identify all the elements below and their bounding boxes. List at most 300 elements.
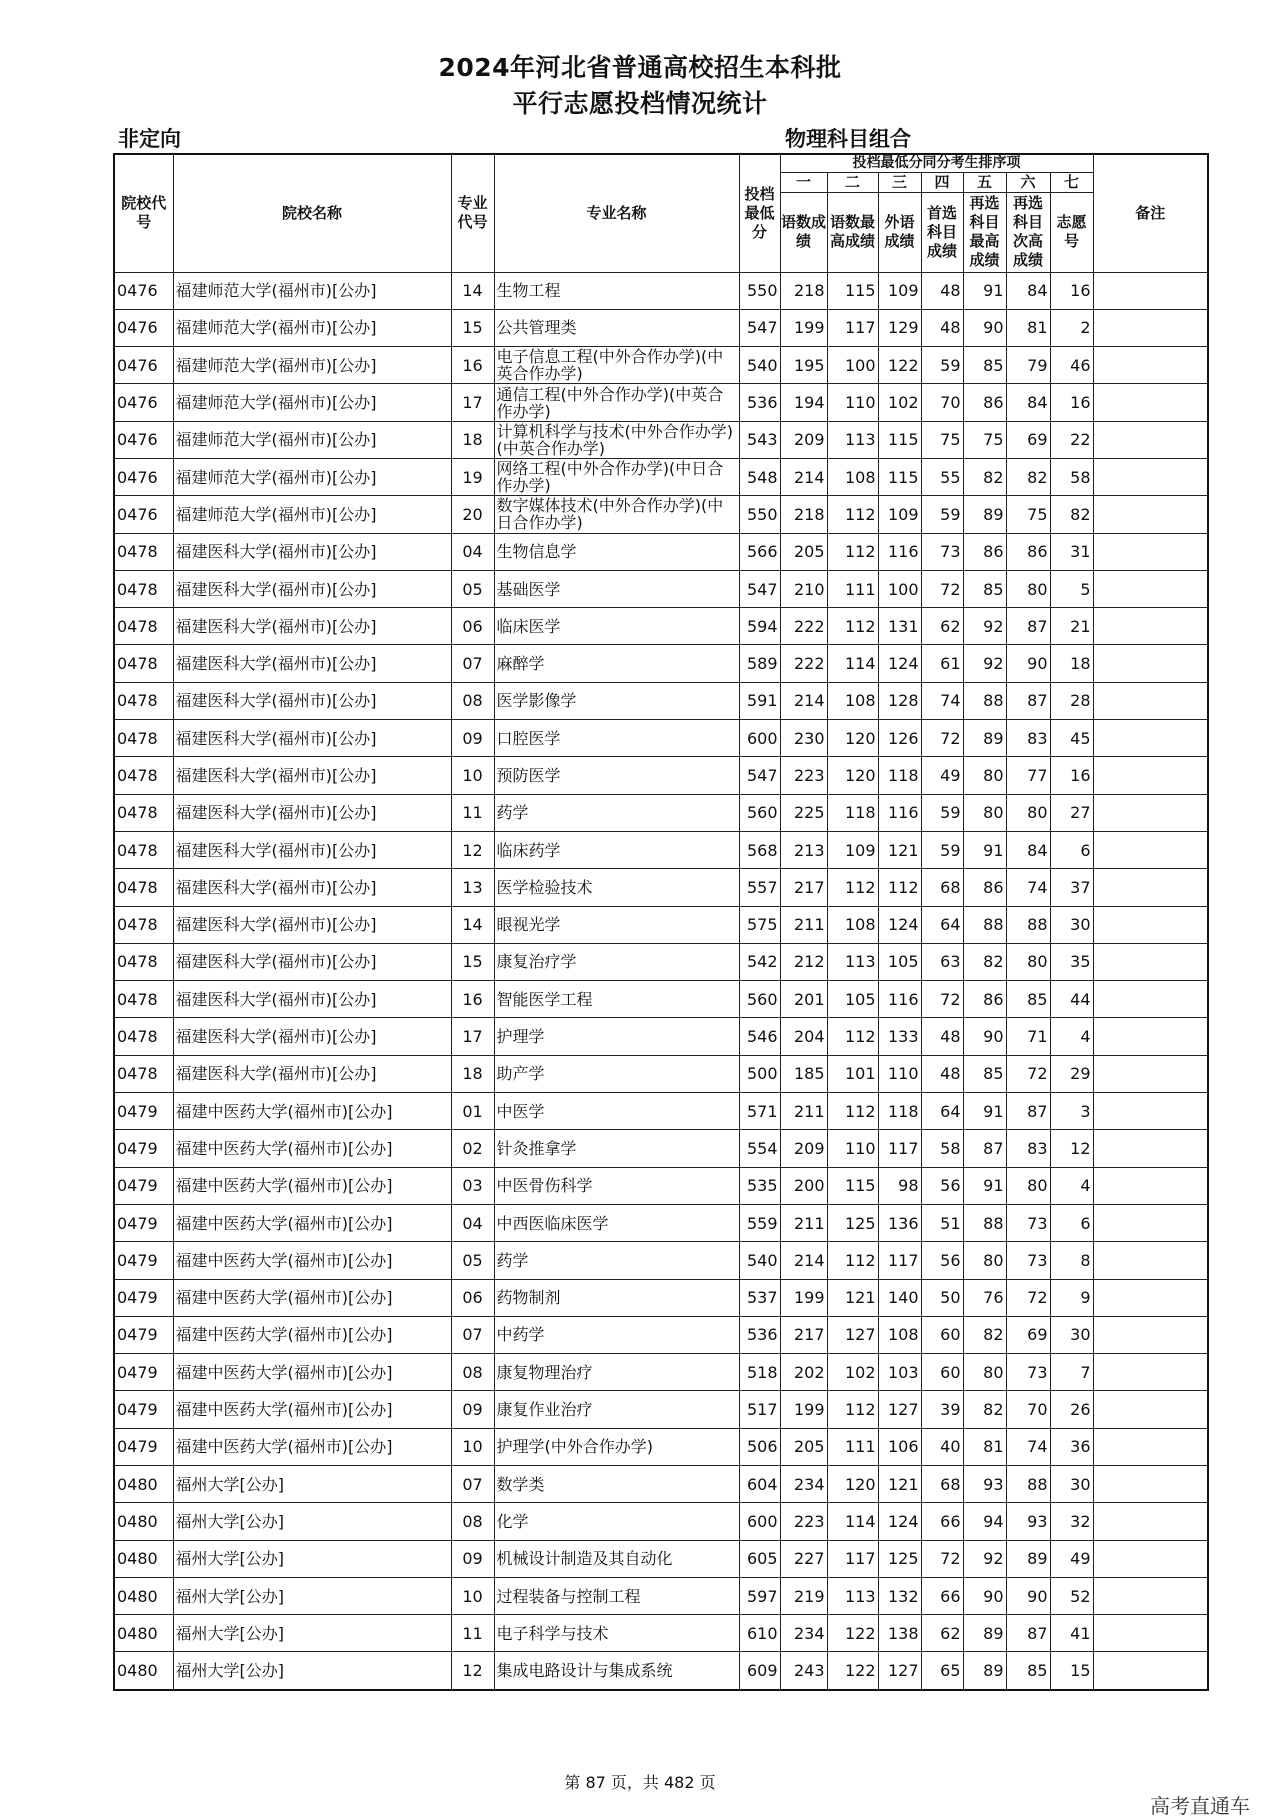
major-name-text: 临床药学: [496, 840, 561, 860]
rank-1-cell: 200: [780, 1167, 827, 1204]
table-row: [114, 1577, 1208, 1614]
rank-7-cell: 16: [1050, 384, 1093, 421]
header-min-score: 投档最低分: [739, 154, 780, 272]
min-score-cell: 536: [739, 1316, 780, 1353]
remark-cell: [1093, 1316, 1208, 1353]
rank-4-cell: 56: [921, 1167, 963, 1204]
table-row: [114, 794, 1208, 831]
remark-cell: [1093, 496, 1208, 533]
rank-1-cell: 218: [780, 496, 827, 533]
subject-group-label: 物理科目组合: [785, 127, 911, 151]
school-name-cell: 福建师范大学(福州市)[公办]: [173, 309, 451, 346]
major-name-cell: [494, 1428, 739, 1465]
rank-2-cell: 100: [827, 347, 878, 384]
school-name-cell: 福建医科大学(福州市)[公办]: [173, 906, 451, 943]
min-score-cell: 540: [739, 347, 780, 384]
rank-5-cell: 88: [963, 906, 1006, 943]
rank-4-cell: 66: [921, 1503, 963, 1540]
remark-cell: [1093, 1577, 1208, 1614]
rank-3-cell: 116: [878, 794, 921, 831]
rank-6-cell: 75: [1006, 496, 1050, 533]
school-code-cell: 0478: [114, 1018, 173, 1055]
rank-6-cell: 80: [1006, 794, 1050, 831]
rank-5-cell: 86: [963, 981, 1006, 1018]
rank-6-cell: 93: [1006, 1503, 1050, 1540]
school-name-cell: 福建师范大学(福州市)[公办]: [173, 421, 451, 458]
rank-6-cell: 69: [1006, 1316, 1050, 1353]
remark-cell: [1093, 1652, 1208, 1690]
rank-5-cell: 82: [963, 1391, 1006, 1428]
rank-1-cell: 227: [780, 1540, 827, 1577]
school-name-cell: 福建中医药大学(福州市)[公办]: [173, 1130, 451, 1167]
school-code-cell: 0479: [114, 1279, 173, 1316]
major-code-cell: 14: [451, 906, 494, 943]
rank-3-cell: 121: [878, 1466, 921, 1503]
rank-7-cell: 21: [1050, 608, 1093, 645]
remark-cell: [1093, 757, 1208, 794]
major-code-cell: 07: [451, 645, 494, 682]
rank-1-cell: 230: [780, 720, 827, 757]
remark-cell: [1093, 869, 1208, 906]
rank-2-cell: 115: [827, 272, 878, 309]
major-code-cell: 18: [451, 1055, 494, 1092]
rank-3-cell: 125: [878, 1540, 921, 1577]
rank-4-cell: 56: [921, 1242, 963, 1279]
rank-2-cell: 111: [827, 570, 878, 607]
table-row: [114, 309, 1208, 346]
major-name-cell: [494, 1652, 739, 1690]
rank-2-cell: 112: [827, 1242, 878, 1279]
rank-1-cell: 185: [780, 1055, 827, 1092]
rank-2-cell: 122: [827, 1652, 878, 1690]
rank-2-cell: 110: [827, 384, 878, 421]
rank-3-cell: 122: [878, 347, 921, 384]
table-row: [114, 1204, 1208, 1241]
rank-3-cell: 115: [878, 458, 921, 495]
rank-3-cell: 133: [878, 1018, 921, 1055]
major-name-cell: [494, 496, 739, 533]
major-name-text: 医学检验技术: [496, 877, 593, 897]
header-rank-5: 五: [963, 172, 1006, 192]
min-score-cell: 610: [739, 1615, 780, 1652]
rank-3-cell: 115: [878, 421, 921, 458]
remark-cell: [1093, 645, 1208, 682]
school-code-cell: 0479: [114, 1204, 173, 1241]
rank-6-cell: 83: [1006, 720, 1050, 757]
rank-5-cell: 80: [963, 1242, 1006, 1279]
header-rank-6: 六: [1006, 172, 1050, 192]
rank-2-cell: 114: [827, 645, 878, 682]
rank-7-cell: 82: [1050, 496, 1093, 533]
school-name-cell: 福建中医药大学(福州市)[公办]: [173, 1391, 451, 1428]
major-name-text: 临床医学: [496, 616, 561, 636]
major-name-text: 麻醉学: [496, 654, 545, 674]
major-code-cell: 03: [451, 1167, 494, 1204]
rank-5-cell: 80: [963, 1354, 1006, 1391]
rank-6-cell: 71: [1006, 1018, 1050, 1055]
school-code-cell: 0479: [114, 1354, 173, 1391]
header-rank-item-2: 语数最高成绩: [827, 192, 878, 272]
school-code-cell: 0476: [114, 458, 173, 495]
school-name-cell: 福州大学[公办]: [173, 1540, 451, 1577]
rank-3-cell: 110: [878, 1055, 921, 1092]
school-name-cell: 福建医科大学(福州市)[公办]: [173, 645, 451, 682]
rank-2-cell: 102: [827, 1354, 878, 1391]
major-code-cell: 08: [451, 1503, 494, 1540]
rank-2-cell: 115: [827, 1167, 878, 1204]
table-row: [114, 757, 1208, 794]
min-score-cell: 559: [739, 1204, 780, 1241]
rank-6-cell: 69: [1006, 421, 1050, 458]
major-name-cell: [494, 533, 739, 570]
major-name-text: 中西医临床医学: [496, 1213, 609, 1233]
rank-2-cell: 117: [827, 309, 878, 346]
school-code-cell: 0476: [114, 272, 173, 309]
major-code-cell: 17: [451, 384, 494, 421]
major-code-cell: 14: [451, 272, 494, 309]
min-score-cell: 535: [739, 1167, 780, 1204]
rank-7-cell: 15: [1050, 1652, 1093, 1690]
rank-7-cell: 12: [1050, 1130, 1093, 1167]
school-code-cell: 0479: [114, 1167, 173, 1204]
table-row: [114, 421, 1208, 458]
rank-1-cell: 222: [780, 608, 827, 645]
remark-cell: [1093, 1055, 1208, 1092]
rank-2-cell: 108: [827, 906, 878, 943]
remark-cell: [1093, 1391, 1208, 1428]
rank-4-cell: 59: [921, 496, 963, 533]
major-name-cell: [494, 831, 739, 868]
major-name-cell: [494, 1093, 739, 1130]
header-remark: 备注: [1093, 154, 1208, 272]
rank-3-cell: 117: [878, 1242, 921, 1279]
school-name-cell: 福建医科大学(福州市)[公办]: [173, 794, 451, 831]
school-code-cell: 0478: [114, 869, 173, 906]
major-code-cell: 07: [451, 1316, 494, 1353]
major-name-text: 口腔医学: [496, 728, 561, 748]
rank-2-cell: 112: [827, 1093, 878, 1130]
school-code-cell: 0478: [114, 608, 173, 645]
min-score-cell: 547: [739, 570, 780, 607]
rank-5-cell: 89: [963, 496, 1006, 533]
table-row: [114, 1391, 1208, 1428]
school-code-cell: 0479: [114, 1428, 173, 1465]
rank-2-cell: 112: [827, 1018, 878, 1055]
major-name-cell: [494, 645, 739, 682]
rank-4-cell: 73: [921, 533, 963, 570]
rank-3-cell: 127: [878, 1391, 921, 1428]
min-score-cell: 557: [739, 869, 780, 906]
major-name-cell: [494, 1204, 739, 1241]
rank-6-cell: 74: [1006, 1428, 1050, 1465]
major-name-text: 电子科学与技术: [496, 1623, 609, 1643]
rank-6-cell: 84: [1006, 384, 1050, 421]
rank-4-cell: 64: [921, 906, 963, 943]
rank-7-cell: 16: [1050, 272, 1093, 309]
rank-3-cell: 109: [878, 272, 921, 309]
school-code-cell: 0480: [114, 1615, 173, 1652]
school-name-cell: 福建医科大学(福州市)[公办]: [173, 608, 451, 645]
major-name-text: 预防医学: [496, 766, 561, 785]
rank-3-cell: 106: [878, 1428, 921, 1465]
rank-6-cell: 90: [1006, 1577, 1050, 1614]
major-name-text: 助产学: [496, 1064, 545, 1084]
rank-3-cell: 103: [878, 1354, 921, 1391]
rank-2-cell: 118: [827, 794, 878, 831]
rank-6-cell: 90: [1006, 645, 1050, 682]
table-row: [114, 1242, 1208, 1279]
major-name-cell: [494, 1018, 739, 1055]
school-code-cell: 0476: [114, 347, 173, 384]
rank-4-cell: 51: [921, 1204, 963, 1241]
rank-6-cell: 85: [1006, 981, 1050, 1018]
school-name-cell: 福建医科大学(福州市)[公办]: [173, 533, 451, 570]
rank-6-cell: 77: [1006, 757, 1050, 794]
major-name-cell: [494, 1167, 739, 1204]
major-code-cell: 15: [451, 309, 494, 346]
major-name-text: 医学影像学: [496, 691, 577, 711]
school-code-cell: 0480: [114, 1577, 173, 1614]
min-score-cell: 540: [739, 1242, 780, 1279]
min-score-cell: 604: [739, 1466, 780, 1503]
rank-4-cell: 59: [921, 794, 963, 831]
rank-1-cell: 195: [780, 347, 827, 384]
rank-5-cell: 86: [963, 533, 1006, 570]
min-score-cell: 594: [739, 608, 780, 645]
major-name-cell: [494, 1316, 739, 1353]
min-score-cell: 537: [739, 1279, 780, 1316]
table-body: [114, 272, 1208, 1690]
rank-6-cell: 87: [1006, 682, 1050, 719]
rank-1-cell: 211: [780, 1093, 827, 1130]
remark-cell: [1093, 1204, 1208, 1241]
rank-5-cell: 76: [963, 1279, 1006, 1316]
rank-1-cell: 199: [780, 1391, 827, 1428]
rank-1-cell: 219: [780, 1577, 827, 1614]
school-code-cell: 0479: [114, 1093, 173, 1130]
table-row: [114, 384, 1208, 421]
major-code-cell: 16: [451, 981, 494, 1018]
rank-1-cell: 217: [780, 869, 827, 906]
rank-5-cell: 94: [963, 1503, 1006, 1540]
rank-5-cell: 80: [963, 757, 1006, 794]
major-name-text: 生物工程: [496, 281, 561, 301]
rank-1-cell: 199: [780, 309, 827, 346]
rank-4-cell: 48: [921, 272, 963, 309]
rank-3-cell: 128: [878, 682, 921, 719]
rank-4-cell: 49: [921, 757, 963, 794]
rank-3-cell: 121: [878, 831, 921, 868]
rank-4-cell: 72: [921, 1540, 963, 1577]
rank-1-cell: 222: [780, 645, 827, 682]
major-code-cell: 17: [451, 1018, 494, 1055]
rank-7-cell: 9: [1050, 1279, 1093, 1316]
page-title-line2: 平行志愿投档情况统计: [512, 89, 768, 118]
table-row: [114, 720, 1208, 757]
rank-3-cell: 140: [878, 1279, 921, 1316]
major-name-text: 护理学(中外合作办学): [496, 1437, 653, 1457]
table-row: [114, 645, 1208, 682]
rank-7-cell: 31: [1050, 533, 1093, 570]
rank-4-cell: 75: [921, 421, 963, 458]
school-name-cell: 福州大学[公办]: [173, 1652, 451, 1690]
rank-2-cell: 114: [827, 1503, 878, 1540]
major-name-text: 护理学: [496, 1027, 545, 1047]
rank-5-cell: 92: [963, 608, 1006, 645]
rank-2-cell: 108: [827, 682, 878, 719]
table-row: [114, 1615, 1208, 1652]
remark-cell: [1093, 1540, 1208, 1577]
min-score-cell: 571: [739, 1093, 780, 1130]
min-score-cell: 547: [739, 757, 780, 794]
min-score-cell: 575: [739, 906, 780, 943]
rank-1-cell: 243: [780, 1652, 827, 1690]
header-school-name: 院校名称: [173, 154, 451, 272]
major-name-cell: [494, 570, 739, 607]
major-name-text: 眼视光学: [496, 915, 561, 935]
remark-cell: [1093, 608, 1208, 645]
min-score-cell: 591: [739, 682, 780, 719]
school-code-cell: 0478: [114, 720, 173, 757]
table-row: [114, 1540, 1208, 1577]
rank-1-cell: 199: [780, 1279, 827, 1316]
rank-4-cell: 72: [921, 570, 963, 607]
table-row: [114, 1354, 1208, 1391]
rank-1-cell: 234: [780, 1615, 827, 1652]
rank-6-cell: 79: [1006, 347, 1050, 384]
rank-7-cell: 36: [1050, 1428, 1093, 1465]
rank-3-cell: 105: [878, 943, 921, 980]
rank-5-cell: 82: [963, 458, 1006, 495]
header-rank-group: 投档最低分同分考生排序项: [780, 154, 1093, 172]
page-footer: 第 87 页，共 482 页: [564, 1773, 716, 1792]
table-row: [114, 831, 1208, 868]
rank-7-cell: 16: [1050, 757, 1093, 794]
min-score-cell: 600: [739, 720, 780, 757]
rank-6-cell: 80: [1006, 1167, 1050, 1204]
major-name-cell: [494, 272, 739, 309]
rank-5-cell: 92: [963, 1540, 1006, 1577]
rank-7-cell: 22: [1050, 421, 1093, 458]
rank-1-cell: 213: [780, 831, 827, 868]
major-name-cell: [494, 943, 739, 980]
school-name-cell: 福建医科大学(福州市)[公办]: [173, 757, 451, 794]
min-score-cell: 609: [739, 1652, 780, 1690]
major-code-cell: 04: [451, 1204, 494, 1241]
major-code-cell: 11: [451, 794, 494, 831]
school-code-cell: 0478: [114, 981, 173, 1018]
school-code-cell: 0476: [114, 384, 173, 421]
school-code-cell: 0478: [114, 682, 173, 719]
min-score-cell: 547: [739, 309, 780, 346]
rank-1-cell: 223: [780, 757, 827, 794]
rank-3-cell: 131: [878, 608, 921, 645]
rank-5-cell: 90: [963, 1577, 1006, 1614]
rank-6-cell: 73: [1006, 1354, 1050, 1391]
rank-7-cell: 49: [1050, 1540, 1093, 1577]
remark-cell: [1093, 1354, 1208, 1391]
table-row: [114, 272, 1208, 309]
rank-4-cell: 64: [921, 1093, 963, 1130]
rank-5-cell: 75: [963, 421, 1006, 458]
rank-6-cell: 70: [1006, 1391, 1050, 1428]
school-name-cell: 福建医科大学(福州市)[公办]: [173, 869, 451, 906]
major-name-cell: [494, 458, 739, 495]
min-score-cell: 517: [739, 1391, 780, 1428]
rank-2-cell: 112: [827, 608, 878, 645]
rank-1-cell: 201: [780, 981, 827, 1018]
rank-7-cell: 6: [1050, 831, 1093, 868]
rank-5-cell: 93: [963, 1466, 1006, 1503]
header-rank-3: 三: [878, 172, 921, 192]
remark-cell: [1093, 794, 1208, 831]
major-name-cell: [494, 1242, 739, 1279]
major-name-cell: [494, 1130, 739, 1167]
remark-cell: [1093, 1428, 1208, 1465]
rank-5-cell: 91: [963, 1093, 1006, 1130]
rank-7-cell: 7: [1050, 1354, 1093, 1391]
rank-2-cell: 109: [827, 831, 878, 868]
rank-1-cell: 209: [780, 421, 827, 458]
rank-1-cell: 205: [780, 1428, 827, 1465]
min-score-cell: 542: [739, 943, 780, 980]
rank-5-cell: 80: [963, 794, 1006, 831]
major-name-text: 智能医学工程: [496, 989, 593, 1009]
rank-2-cell: 125: [827, 1204, 878, 1241]
rank-2-cell: 110: [827, 1130, 878, 1167]
rank-6-cell: 86: [1006, 533, 1050, 570]
major-name-text: 数学类: [496, 1474, 545, 1494]
major-code-cell: 09: [451, 1391, 494, 1428]
header-rank-1: 一: [780, 172, 827, 192]
major-code-cell: 04: [451, 533, 494, 570]
min-score-cell: 605: [739, 1540, 780, 1577]
rank-6-cell: 87: [1006, 608, 1050, 645]
rank-4-cell: 55: [921, 458, 963, 495]
major-code-cell: 13: [451, 869, 494, 906]
rank-5-cell: 82: [963, 943, 1006, 980]
remark-cell: [1093, 906, 1208, 943]
min-score-cell: 589: [739, 645, 780, 682]
rank-1-cell: 194: [780, 384, 827, 421]
school-name-cell: 福建医科大学(福州市)[公办]: [173, 831, 451, 868]
major-code-cell: 12: [451, 831, 494, 868]
category-label: 非定向: [118, 127, 181, 151]
school-name-cell: 福建医科大学(福州市)[公办]: [173, 981, 451, 1018]
rank-6-cell: 73: [1006, 1204, 1050, 1241]
major-name-text: 基础医学: [496, 579, 561, 599]
school-name-cell: 福建医科大学(福州市)[公办]: [173, 682, 451, 719]
table-row: [114, 943, 1208, 980]
rank-4-cell: 48: [921, 1055, 963, 1092]
school-code-cell: 0476: [114, 421, 173, 458]
rank-7-cell: 41: [1050, 1615, 1093, 1652]
major-name-cell: [494, 1279, 739, 1316]
school-name-cell: 福建医科大学(福州市)[公办]: [173, 570, 451, 607]
table-row: [114, 496, 1208, 533]
rank-5-cell: 85: [963, 570, 1006, 607]
rank-3-cell: 109: [878, 496, 921, 533]
rank-5-cell: 85: [963, 1055, 1006, 1092]
rank-4-cell: 66: [921, 1577, 963, 1614]
major-name-text: 中医骨伤科学: [496, 1176, 593, 1196]
major-name-text: 数字媒体技术(中外合作办学)(中日合作办学): [496, 496, 724, 533]
rank-4-cell: 74: [921, 682, 963, 719]
rank-2-cell: 112: [827, 1391, 878, 1428]
school-code-cell: 0476: [114, 496, 173, 533]
major-name-cell: [494, 1391, 739, 1428]
rank-5-cell: 88: [963, 1204, 1006, 1241]
